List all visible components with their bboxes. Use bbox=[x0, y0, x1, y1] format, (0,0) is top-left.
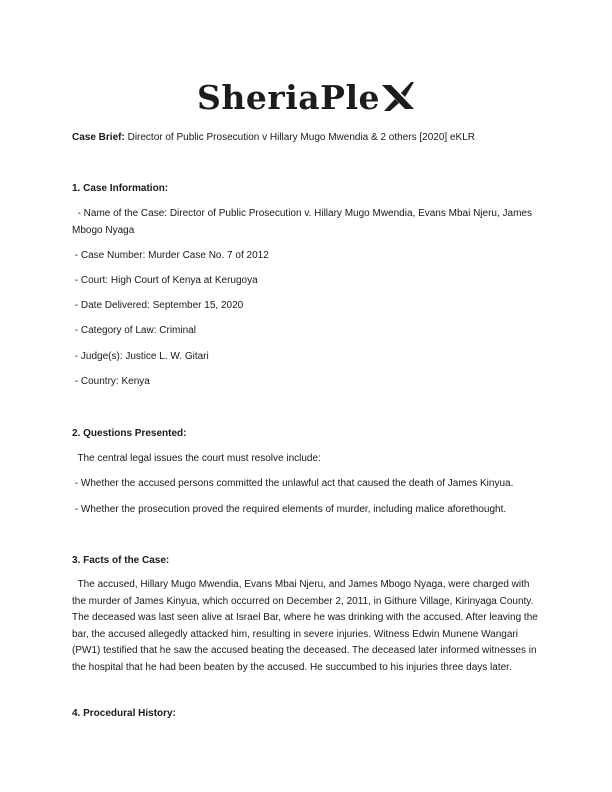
question-item: - Whether the accused persons committed the unlawful act that caused the death of James Kinyua. bbox=[72, 478, 514, 489]
case-number-item: - Case Number: Murder Case No. 7 of 2012 bbox=[72, 250, 269, 261]
court-item: - Court: High Court of Kenya at Kerugoya bbox=[72, 275, 258, 286]
case-brief-label: Case Brief: bbox=[72, 132, 125, 143]
x-mark-icon bbox=[381, 81, 415, 113]
question-item: - Whether the prosecution proved the required elements of murder, including malice aforethought. bbox=[72, 504, 507, 515]
case-brief-line bbox=[72, 131, 475, 144]
judges-item: - Judge(s): Justice L. W. Gitari bbox=[72, 351, 209, 362]
sheriaplex-logo bbox=[0, 78, 612, 118]
facts-paragraph: The accused, Hillary Mugo Mwendia, Evans Mbai Njeru, and James Mbogo Nyaga, were charged with the murder of James Kinyua, which occurred on December 2, 2011, in Githure Village, Kirinyaga County. The deceased was last seen alive at Israel Bar, where he was drinking with the accused. After leaving the bar, the accused allegedly attacked him, resulting in severe injuries. Witness Edwin Munene Wangari (PW1) testified that he saw the accused beating the deceased. The deceased later informed witnesses in the hospital that he had been beaten by the accused. He succumbed to his injuries three days later. bbox=[72, 579, 541, 673]
case-name-item: - Name of the Case: Director of Public Prosecution v. Hillary Mugo Mwendia, Evans Mbai Njeru, James Mbogo Nyaga bbox=[72, 208, 535, 236]
section-heading-case-information: 1. Case Information: bbox=[72, 183, 169, 194]
country-item: - Country: Kenya bbox=[72, 376, 150, 387]
section-heading-procedural-history: 4. Procedural History: bbox=[72, 708, 176, 719]
logo-text: SheriaPle bbox=[197, 78, 380, 117]
date-delivered-item: - Date Delivered: September 15, 2020 bbox=[72, 300, 244, 311]
case-brief-title: Director of Public Prosecution v Hillary Mugo Mwendia & 2 others [2020] eKLR bbox=[124, 132, 475, 143]
category-item: - Category of Law: Criminal bbox=[72, 325, 196, 336]
questions-intro: The central legal issues the court must resolve include: bbox=[72, 453, 321, 464]
section-heading-questions: 2. Questions Presented: bbox=[72, 428, 187, 439]
section-heading-facts: 3. Facts of the Case: bbox=[72, 555, 170, 566]
